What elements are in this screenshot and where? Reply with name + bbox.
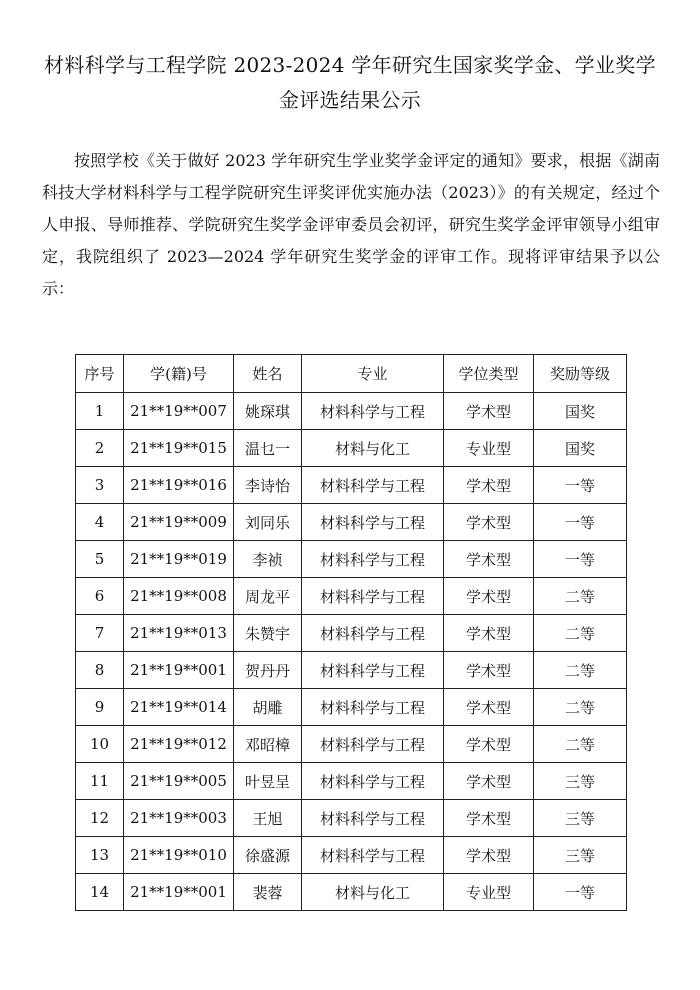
cell-index: 10	[76, 726, 124, 763]
table-body	[76, 393, 627, 911]
table-row	[76, 578, 627, 615]
table-row	[76, 467, 627, 504]
cell-index: 2	[76, 430, 124, 467]
page-title	[30, 48, 670, 118]
cell-name: 刘同乐	[234, 504, 302, 541]
cell-name: 胡雕	[234, 689, 302, 726]
cell-name: 叶昱呈	[234, 763, 302, 800]
announcement-paragraph: 按照学校《关于做好 2023 学年研究生学业奖学金评定的通知》要求，根据《湖南科技大学材料科学与工程学院研究生评奖评优实施办法（2023）》的有关规定，经过个人申报、导师推荐、学院研究生奖学金评审委员会初评，研究生奖学金评审领导小组审定，我院组织了 2023—2024 学年研究生奖学金的评审工作。现将评审结果予以公示：	[42, 151, 660, 298]
cell-award-level: 三等	[534, 763, 627, 800]
column-header: 序号	[76, 355, 124, 393]
cell-major: 材料科学与工程	[302, 652, 444, 689]
cell-award-level: 二等	[534, 726, 627, 763]
cell-student-id: 21**19**012	[124, 726, 234, 763]
column-header: 学(籍)号	[124, 355, 234, 393]
table-row	[76, 874, 627, 911]
column-header: 专业	[302, 355, 444, 393]
column-header: 奖励等级	[534, 355, 627, 393]
cell-award-level: 二等	[534, 652, 627, 689]
cell-student-id: 21**19**001	[124, 874, 234, 911]
cell-index: 11	[76, 763, 124, 800]
cell-index: 13	[76, 837, 124, 874]
table-row	[76, 652, 627, 689]
column-header: 学位类型	[444, 355, 534, 393]
cell-index: 3	[76, 467, 124, 504]
cell-student-id: 21**19**010	[124, 837, 234, 874]
cell-award-level: 三等	[534, 800, 627, 837]
cell-name: 贺丹丹	[234, 652, 302, 689]
results-table	[75, 354, 627, 911]
cell-name: 邓昭樟	[234, 726, 302, 763]
cell-index: 8	[76, 652, 124, 689]
cell-major: 材料科学与工程	[302, 763, 444, 800]
cell-student-id: 21**19**001	[124, 652, 234, 689]
cell-degree-type: 学术型	[444, 689, 534, 726]
cell-major: 材料科学与工程	[302, 837, 444, 874]
cell-award-level: 国奖	[534, 430, 627, 467]
cell-award-level: 一等	[534, 467, 627, 504]
title-line-2: 金评选结果公示	[278, 88, 422, 112]
cell-award-level: 一等	[534, 504, 627, 541]
table-row	[76, 541, 627, 578]
cell-name: 徐盛源	[234, 837, 302, 874]
cell-major: 材料科学与工程	[302, 541, 444, 578]
table-row	[76, 800, 627, 837]
table-row	[76, 504, 627, 541]
cell-student-id: 21**19**015	[124, 430, 234, 467]
cell-student-id: 21**19**005	[124, 763, 234, 800]
cell-name: 王旭	[234, 800, 302, 837]
cell-degree-type: 学术型	[444, 800, 534, 837]
cell-index: 12	[76, 800, 124, 837]
table-row	[76, 726, 627, 763]
cell-name: 李诗怡	[234, 467, 302, 504]
cell-student-id: 21**19**013	[124, 615, 234, 652]
cell-index: 7	[76, 615, 124, 652]
cell-major: 材料科学与工程	[302, 615, 444, 652]
cell-index: 5	[76, 541, 124, 578]
cell-award-level: 一等	[534, 874, 627, 911]
cell-major: 材料科学与工程	[302, 689, 444, 726]
cell-index: 14	[76, 874, 124, 911]
cell-student-id: 21**19**009	[124, 504, 234, 541]
cell-award-level: 国奖	[534, 393, 627, 430]
cell-student-id: 21**19**014	[124, 689, 234, 726]
cell-degree-type: 学术型	[444, 615, 534, 652]
table-row	[76, 763, 627, 800]
title-line-1: 材料科学与工程学院 2023-2024 学年研究生国家奖学金、学业奖学	[44, 53, 656, 77]
table-row	[76, 393, 627, 430]
cell-degree-type: 学术型	[444, 578, 534, 615]
cell-index: 1	[76, 393, 124, 430]
cell-student-id: 21**19**019	[124, 541, 234, 578]
cell-degree-type: 学术型	[444, 467, 534, 504]
cell-name: 李祯	[234, 541, 302, 578]
results-table-container	[75, 354, 626, 911]
cell-degree-type: 学术型	[444, 763, 534, 800]
cell-degree-type: 学术型	[444, 393, 534, 430]
cell-major: 材料科学与工程	[302, 578, 444, 615]
table-header-row	[76, 355, 627, 393]
cell-degree-type: 学术型	[444, 541, 534, 578]
cell-index: 4	[76, 504, 124, 541]
cell-major: 材料科学与工程	[302, 393, 444, 430]
cell-degree-type: 专业型	[444, 874, 534, 911]
cell-major: 材料科学与工程	[302, 800, 444, 837]
table-row	[76, 689, 627, 726]
table-row	[76, 430, 627, 467]
cell-student-id: 21**19**016	[124, 467, 234, 504]
announcement-body	[42, 145, 660, 305]
cell-degree-type: 学术型	[444, 504, 534, 541]
cell-name: 周龙平	[234, 578, 302, 615]
cell-name: 姚琛琪	[234, 393, 302, 430]
cell-degree-type: 学术型	[444, 837, 534, 874]
cell-major: 材料与化工	[302, 430, 444, 467]
table-row	[76, 837, 627, 874]
cell-degree-type: 学术型	[444, 726, 534, 763]
cell-major: 材料科学与工程	[302, 726, 444, 763]
cell-major: 材料与化工	[302, 874, 444, 911]
cell-name: 裴蓉	[234, 874, 302, 911]
cell-degree-type: 学术型	[444, 652, 534, 689]
table-row	[76, 615, 627, 652]
cell-degree-type: 专业型	[444, 430, 534, 467]
cell-name: 温乜一	[234, 430, 302, 467]
cell-student-id: 21**19**003	[124, 800, 234, 837]
cell-index: 6	[76, 578, 124, 615]
cell-award-level: 二等	[534, 578, 627, 615]
cell-name: 朱赞宇	[234, 615, 302, 652]
cell-major: 材料科学与工程	[302, 467, 444, 504]
cell-award-level: 二等	[534, 615, 627, 652]
cell-student-id: 21**19**008	[124, 578, 234, 615]
cell-index: 9	[76, 689, 124, 726]
cell-award-level: 二等	[534, 689, 627, 726]
cell-award-level: 一等	[534, 541, 627, 578]
column-header: 姓名	[234, 355, 302, 393]
cell-student-id: 21**19**007	[124, 393, 234, 430]
cell-major: 材料科学与工程	[302, 504, 444, 541]
cell-award-level: 三等	[534, 837, 627, 874]
